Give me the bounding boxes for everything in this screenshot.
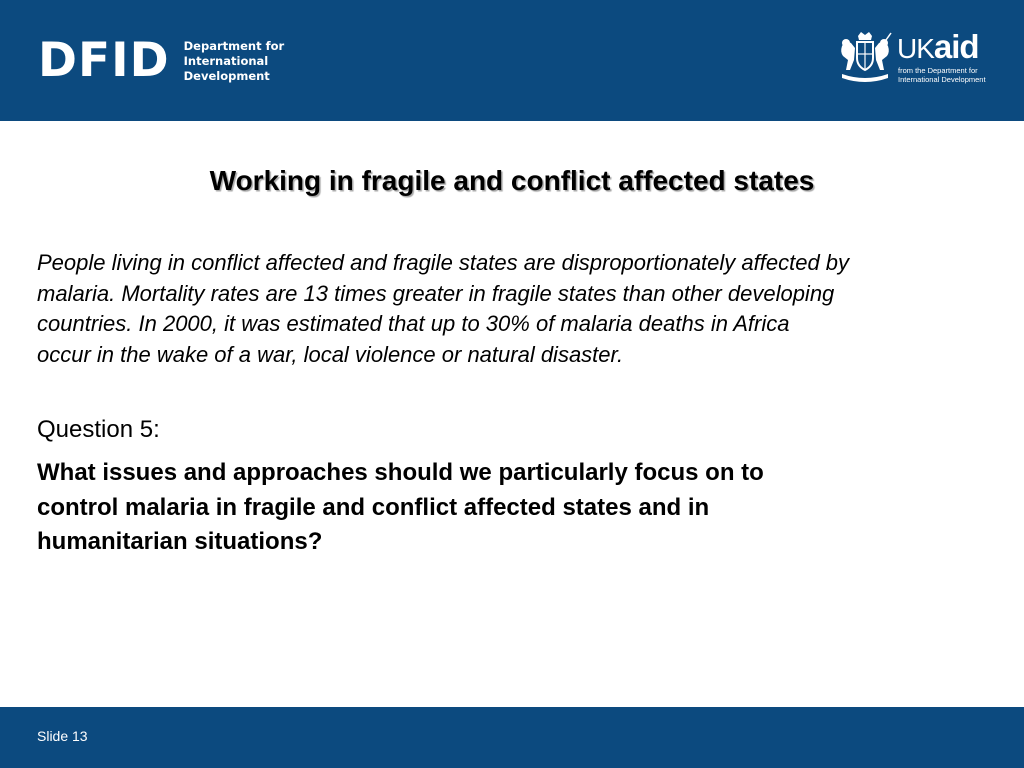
ukaid-aid-text: aid	[933, 28, 979, 65]
question-label: Question	[37, 416, 134, 443]
header-bar	[0, 0, 1024, 121]
slide-number: Slide 13	[37, 728, 88, 744]
ukaid-tagline-line: International Development	[898, 75, 986, 84]
ukaid-uk-text: UK	[897, 33, 934, 64]
question-heading	[37, 416, 160, 444]
ukaid-wordmark	[897, 30, 979, 71]
dfid-department-name	[184, 39, 285, 84]
ukaid-logo	[834, 30, 994, 86]
dfid-logo	[38, 33, 285, 88]
ukaid-tagline-line: from the Department for	[898, 66, 978, 75]
dfid-sub-line: International	[183, 53, 269, 68]
royal-coat-of-arms-icon	[836, 30, 894, 84]
intro-paragraph: People living in conflict affected and fragile states are disproportionately affected by malaria. Mortality rates are 13 times greater in fragile states than other developing countries. In 2000, it was estimated that up to 30% of malaria deaths in Africa occur in the wake of a war, local violence or natural disaster.	[37, 250, 850, 367]
footer-bar	[0, 707, 1024, 768]
slide-title: Working in fragile and conflict affected states	[209, 165, 815, 196]
dfid-sub-line: Department for	[183, 38, 285, 53]
question-number: 5:	[133, 416, 160, 443]
dfid-sub-line: Development	[183, 68, 270, 83]
dfid-wordmark: DFID	[38, 33, 170, 88]
question-text: What issues and approaches should we particularly focus on to control malaria in fragile and conflict affected states and in humanitarian situations?	[37, 459, 764, 555]
ukaid-tagline	[898, 66, 986, 84]
